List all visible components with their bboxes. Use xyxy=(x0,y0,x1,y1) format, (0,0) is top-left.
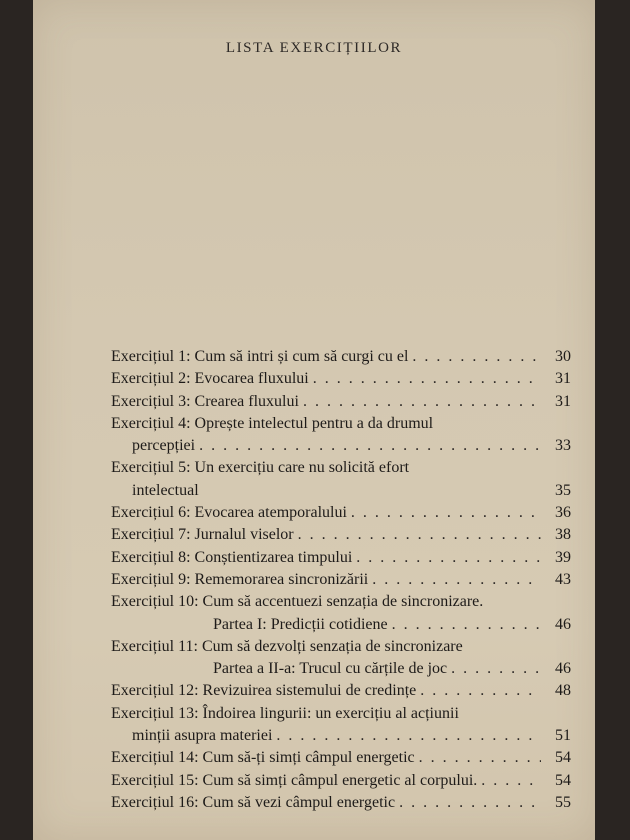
page-number: 31 xyxy=(555,392,571,410)
entry-title: Exercițiul 2: Evocarea fluxului xyxy=(111,370,309,388)
entry-title: Exercițiul 1: Cum să intri și cum să curgi cu el xyxy=(111,348,409,365)
page-number: 51 xyxy=(555,727,571,745)
book-page xyxy=(33,0,595,840)
entry-title-continued: Partea I: Predicții cotidiene xyxy=(213,615,388,633)
entry-title-continued: percepției xyxy=(132,437,196,455)
list-item xyxy=(111,680,571,702)
entry-title: Exercițiul 4: Oprește intelectul pentru a da drumul xyxy=(111,414,434,432)
dot-leader xyxy=(399,792,541,814)
page-number: 46 xyxy=(555,660,571,678)
list-item xyxy=(111,591,571,636)
list-item xyxy=(111,413,571,458)
entry-title: Exercițiul 3: Crearea fluxului xyxy=(111,392,299,410)
entry-title: Exercițiul 9: Rememorarea sincronizării xyxy=(111,570,369,588)
dot-leader xyxy=(481,770,541,792)
list-item xyxy=(111,547,571,569)
list-item xyxy=(111,457,571,502)
entry-title: Exercițiul 5: Un exercițiu care nu solicită efort xyxy=(111,459,410,477)
dot-leader xyxy=(412,346,541,368)
dot-leader xyxy=(419,747,541,769)
list-item xyxy=(111,391,571,413)
list-item xyxy=(111,502,571,524)
page-number: 33 xyxy=(555,437,571,455)
dot-leader xyxy=(372,569,541,591)
entry-title: Exercițiul 16: Cum să vezi câmpul energetic xyxy=(111,793,396,811)
page-number: 30 xyxy=(555,348,571,365)
entry-title: Exercițiul 11: Cum să dezvolți senzația de sincronizare xyxy=(111,637,463,655)
dot-leader xyxy=(392,614,541,636)
entry-title: Exercițiul 12: Revizuirea sistemului de credințe xyxy=(111,682,417,700)
dot-leader xyxy=(351,502,541,524)
entry-title: Exercițiul 8: Conștientizarea timpului xyxy=(111,548,353,566)
list-item xyxy=(111,703,571,748)
list-item xyxy=(111,569,571,591)
page-number: 35 xyxy=(555,481,571,499)
list-item xyxy=(111,636,571,681)
entry-title: Exercițiul 14: Cum să-ți simți câmpul energetic xyxy=(111,749,415,767)
list-item xyxy=(111,770,571,792)
dot-leader xyxy=(298,524,541,546)
entry-title: Exercițiul 13: Îndoirea lingurii: un exercițiu al acțiunii xyxy=(111,704,459,722)
dot-leader xyxy=(356,547,541,569)
page-number: 46 xyxy=(555,615,571,633)
page-number: 43 xyxy=(555,570,571,588)
page-number: 54 xyxy=(555,771,571,789)
page-number: 39 xyxy=(555,548,571,566)
entry-title: Exercițiul 7: Jurnalul viselor xyxy=(111,526,294,544)
page-number: 36 xyxy=(555,504,571,522)
list-item xyxy=(111,524,571,546)
list-item xyxy=(111,747,571,769)
entry-title-continued: Partea a II-a: Trucul cu cărțile de joc xyxy=(213,660,448,678)
page-number: 31 xyxy=(555,370,571,388)
page-number: 54 xyxy=(555,749,571,767)
page-number: 48 xyxy=(555,682,571,700)
entry-title: Exercițiul 6: Evocarea atemporalului xyxy=(111,504,347,522)
entry-title-continued: intelectual xyxy=(132,481,199,499)
page-number: 55 xyxy=(555,793,571,811)
entry-title: Exercițiul 10: Cum să accentuezi senzația de sincronizare. xyxy=(111,593,484,611)
dot-leader xyxy=(313,368,541,390)
dot-leader xyxy=(420,680,541,702)
dot-leader xyxy=(199,435,541,457)
list-item xyxy=(111,346,571,368)
entry-title: Exercițiul 15: Cum să simți câmpul energetic al corpului. xyxy=(111,771,478,789)
dot-leader xyxy=(451,658,541,680)
list-item xyxy=(111,792,571,814)
page-title: LISTA EXERCIȚIILOR xyxy=(225,40,403,56)
dot-leader xyxy=(303,391,541,413)
dot-leader xyxy=(276,725,541,747)
entry-title-continued: minții asupra materiei xyxy=(132,727,273,745)
page-number: 38 xyxy=(555,526,571,544)
exercise-list xyxy=(111,346,571,814)
list-item xyxy=(111,368,571,390)
